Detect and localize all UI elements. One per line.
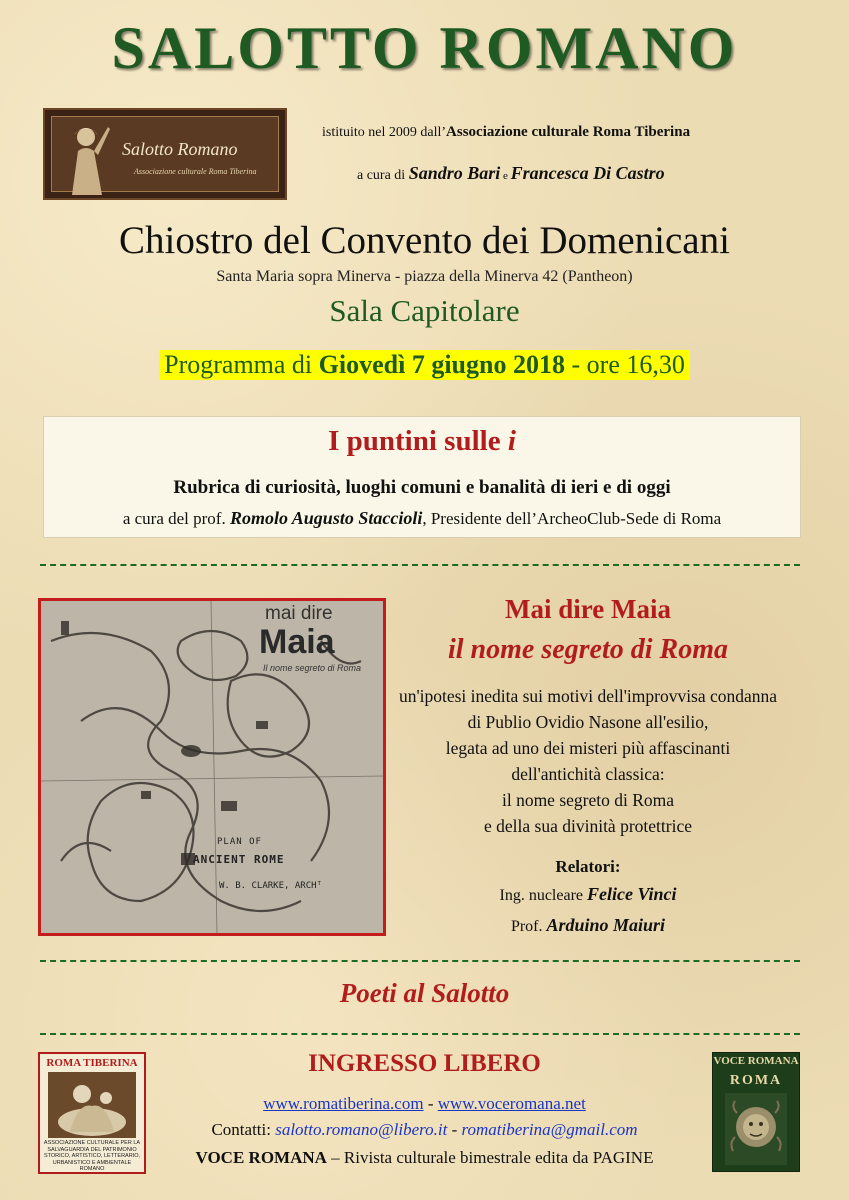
lecture-title: Mai dire Maia <box>505 594 671 624</box>
program-sep: - <box>564 350 587 379</box>
lecture-description-line: di Publio Ovidio Nasone all'esilio, <box>467 712 709 732</box>
link-separator: - <box>423 1094 438 1113</box>
curator-2: Francesca Di Castro <box>510 163 665 183</box>
speaker-1-name: Felice Vinci <box>587 884 677 904</box>
magazine-name: VOCE ROMANA <box>195 1148 327 1167</box>
book-subtitle: Il nome segreto di Roma <box>263 663 362 673</box>
speaker-1-prefix: Ing. nucleare <box>499 887 587 904</box>
speaker-2-name: Arduino Maiuri <box>546 915 666 935</box>
book-title-big: Maia <box>259 623 335 661</box>
program-prefix: Programma di <box>164 350 319 379</box>
voce-romana-badge-title: VOCE ROMANA <box>713 1055 799 1067</box>
section-puntini-title <box>44 425 800 458</box>
email-salotto-link[interactable]: salotto.romano@libero.it <box>275 1120 448 1139</box>
section-puntini-subtitle: Rubrica di curiosità, luoghi comuni e banalità di ieri e di oggi <box>173 477 671 498</box>
voce-romana-badge-roma: ROMA <box>729 1073 783 1088</box>
email-separator: - <box>447 1120 462 1139</box>
muse-figure-icon <box>60 121 112 195</box>
lecture-description-line: un'ipotesi inedita sui motivi dell'improvvisa condanna <box>398 686 778 706</box>
contacts-prefix: Contatti: <box>211 1120 276 1139</box>
venue-title: Chiostro del Convento dei Domenicani <box>119 219 730 262</box>
program-time: ore 16,30 <box>586 350 685 379</box>
lecture-description-line: dell'antichità classica: <box>511 764 665 784</box>
map-author-label: W. B. CLARKE, ARCHᵀ <box>219 881 322 891</box>
voceromana-link[interactable]: www.voceromana.net <box>437 1094 586 1113</box>
lecture-description-line: il nome segreto di Roma <box>501 790 675 810</box>
salotto-romano-logo <box>43 108 287 200</box>
founded-line <box>322 124 690 141</box>
roma-tiberina-badge-subtitle: ASSOCIAZIONE CULTURALE PER LA SALVAGUARDIA DEL PATRIMONIO STORICO, ARTISTICO, LETTERARIO, URBANISTICO E AMBIENTALE ROMANO <box>43 1140 141 1172</box>
lecture-description-line: e della sua divinità protettrice <box>484 816 692 836</box>
divider <box>40 564 800 566</box>
speaker-1 <box>378 884 798 905</box>
book-title-small: mai dire <box>265 603 333 624</box>
section-puntini-box <box>43 416 801 538</box>
lecture-subtitle: il nome segreto di Roma <box>448 634 728 665</box>
poets-title: Poeti al Salotto <box>339 978 510 1008</box>
section-puntini-by-name: Romolo Augusto Staccioli <box>229 508 423 528</box>
map-plan-label: PLAN OF <box>217 837 262 847</box>
email-romatiberina-link[interactable]: romatiberina@gmail.com <box>461 1120 638 1139</box>
venue-address: Santa Maria sopra Minerva - piazza della Minerva 42 (Pantheon) <box>216 268 633 285</box>
book-cover-image <box>38 598 386 936</box>
section-puntini-title-letter: i <box>507 425 516 457</box>
curated-line <box>357 163 665 184</box>
divider <box>40 960 800 962</box>
curated-prefix: a cura di <box>357 168 409 183</box>
speakers-label: Relatori: <box>555 857 621 876</box>
curated-and: e <box>500 170 511 182</box>
magazine-description: – Rivista culturale bimestrale edita da PAGINE <box>326 1148 654 1167</box>
speaker-2 <box>378 915 798 936</box>
medusa-head-icon <box>725 1093 787 1165</box>
section-puntini-curator <box>44 508 800 529</box>
free-entry-label: INGRESSO LIBERO <box>308 1050 541 1077</box>
speaker-2-prefix: Prof. <box>510 918 547 935</box>
venue-room: Sala Capitolare <box>329 293 520 328</box>
lecture-description-line: legata ad uno dei misteri più affascinanti <box>445 738 731 758</box>
divider <box>40 1033 800 1035</box>
section-puntini-title-text: I puntini sulle <box>328 425 508 457</box>
curator-1: Sandro Bari <box>408 163 501 183</box>
founded-org: Associazione culturale Roma Tiberina <box>446 124 691 140</box>
map-name-label: ANCIENT ROME <box>193 853 285 866</box>
logo-title: Salotto Romano <box>122 139 238 159</box>
section-puntini-by-prefix: a cura del prof. <box>122 509 230 528</box>
program-line <box>159 350 690 380</box>
page-title: SALOTTO ROMANO <box>111 15 738 81</box>
founded-prefix: istituito nel 2009 dall’ <box>322 125 447 140</box>
roma-tiberina-badge-title: ROMA TIBERINA <box>46 1057 138 1069</box>
program-wrap <box>0 350 849 380</box>
section-puntini-by-suffix: , Presidente dell’ArcheoClub-Sede di Roma <box>422 509 722 528</box>
voce-romana-badge <box>712 1052 800 1172</box>
romatiberina-link[interactable]: www.romatiberina.com <box>263 1094 424 1113</box>
logo-subtitle: Associazione culturale Roma Tiberina <box>134 167 257 176</box>
program-date: Giovedì 7 giugno 2018 <box>318 350 565 379</box>
